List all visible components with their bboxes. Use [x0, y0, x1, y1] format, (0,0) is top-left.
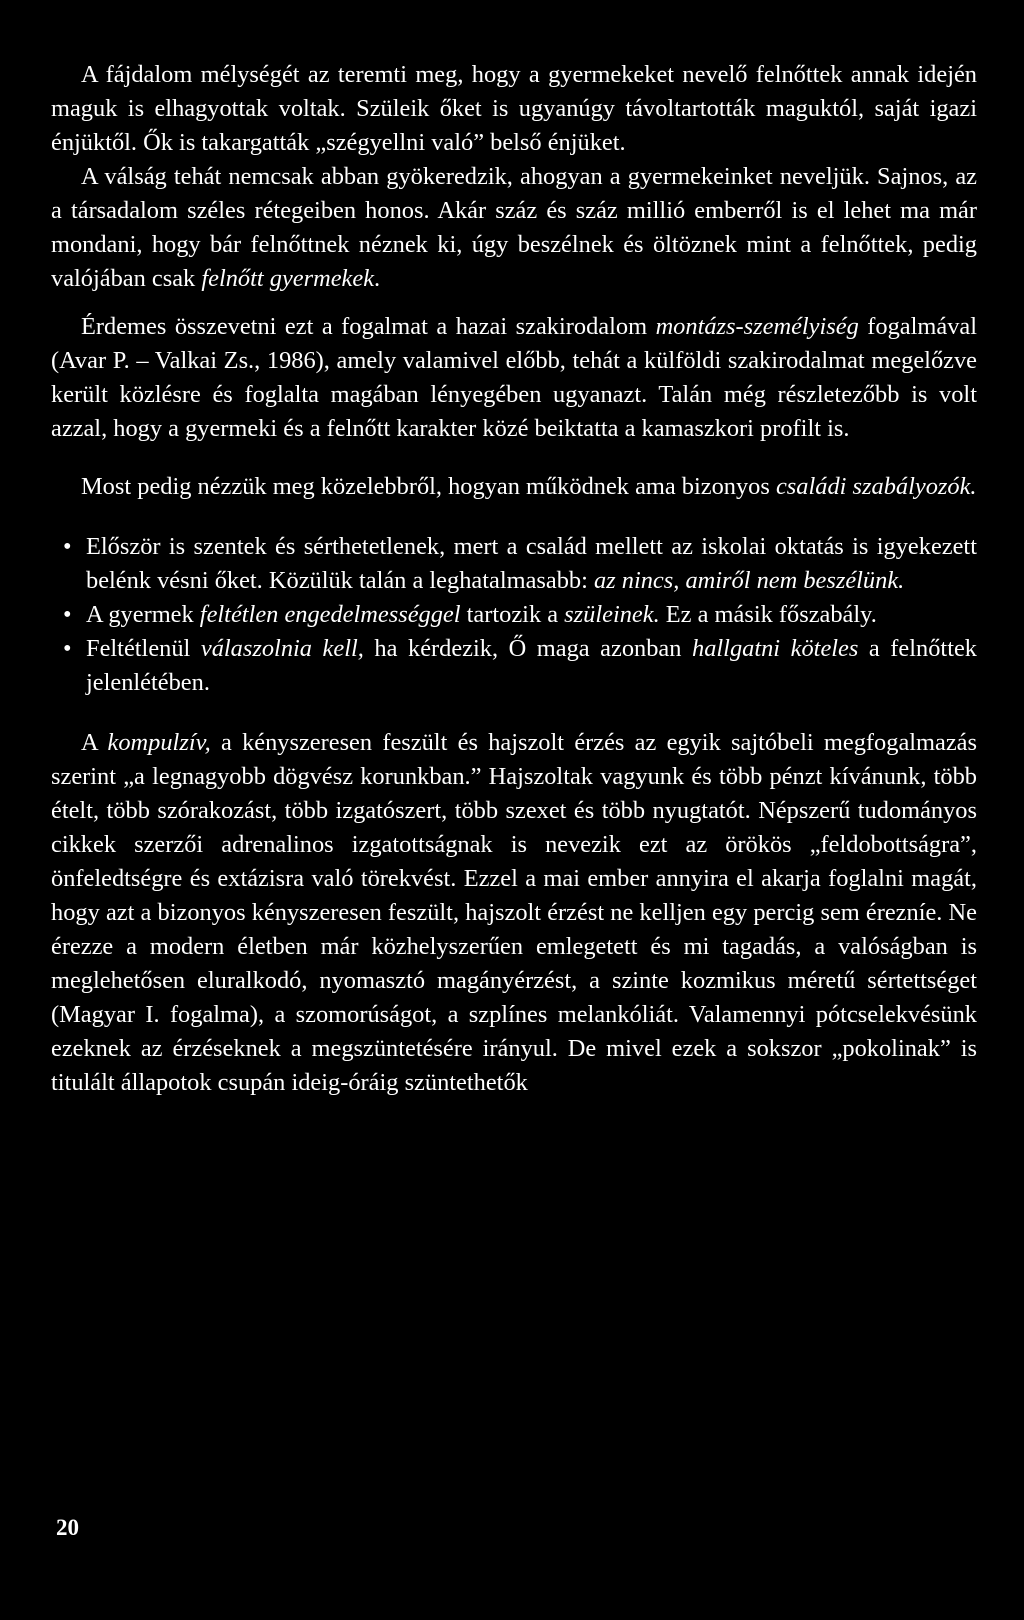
paragraph-2: A válság tehát nemcsak abban gyökeredzik, ahogyan a gyermekeinket neveljük. Sajnos, az a társadalom széles rétegeiben honos. Akár száz és száz millió emberről is el lehet ma már mondani, hogy bár felnőttnek néznek ki, úgy beszélnek és öltöznek mint a felnőttek, pedig valójában csak felnőtt gyermekek. — [51, 163, 977, 292]
rule-item-3: • Feltétlenül válaszolnia kell, ha kérdezik, Ő maga azonban hallgatni köteles a felnőttek jelenlétében. — [86, 632, 977, 700]
paragraph-5: A kompulzív, a kényszeresen feszült és hajszolt érzés az egyik sajtóbeli megfogalmazás szerint „a legnagyobb dögvész korunkban.” Hajszoltak vagyunk és több pénzt kívánunk, több ételt, több szórakozást, több izgatószert, több szexet és több nyugtatót. Népszerű tudományos cikkek szerzői adrenalinos izgatottságnak is nevezik ezt az örökös „feldobottságra”, önfeledtségre és extázisra való törekvést. Ezzel a mai ember annyira el akarja foglalni magát, hogy azt a bizonyos kényszeresen feszült, hajszolt érzést ne kelljen egy percig sem érezníe. Ne érezze a modern életben már közhelyszerűen emlegetett és mi tagadás, a valóságban is meglehetősen eluralkodó, nyomasztó magányérzést, a szinte kozmikus méretű sértettséget (Magyar I. fogalma), a szomorúságot, a szplínes melankóliát. Valamennyi pótcselekvésünk ezeknek az érzéseknek a megszüntetésére irányul. De mivel ezek a sokszor „pokolinak” is titulált állapotok csupán ideig-óráig szüntethetők — [51, 729, 977, 1096]
rule-item-1: • Először is szentek és sérthetetlenek, mert a család mellett az iskolai oktatás is igyekezett belénk vésni őket. Közülük talán a leghatalmasabb: az nincs, amiről nem beszélünk. — [86, 530, 977, 598]
paragraph-3: Érdemes összevetni ezt a fogalmat a hazai szakirodalom montázs-személyiség fogalmával (Avar P. – Valkai Zs., 1986), amely valamivel előbb, tehát a külföldi szakirodalmat megelőzve került közlésre és foglalta magában lényegében ugyanazt. Talán még részletezőbb is volt azzal, hogy a gyermeki és a felnőtt karakter közé beiktatta a kamaszkori profilt is. — [51, 313, 978, 442]
paragraph-4: Most pedig nézzük meg közelebbről, hogyan működnek ama bizonyos családi szabályozók. — [81, 473, 977, 500]
emphasis-text: az nincs, amiről nem beszélünk. — [593, 567, 905, 594]
paragraph-1: A fájdalom mélységét az teremti meg, hogy a gyermekeket nevelő felnőttek annak idején maguk is elhagyottak voltak. Szüleik őket is ugyanúgy távoltartották maguktól, saját igazi énjüktől. Ők is takargatták „szégyellni való” belső énjüket. — [51, 61, 977, 156]
emphasis-text: feltétlen engedelmességgel — [199, 601, 461, 628]
emphasis-text: montázs-személyiség — [655, 313, 859, 340]
emphasis-text: felnőtt gyermekek — [201, 265, 375, 292]
page-number: 20 — [56, 1515, 79, 1540]
emphasis-text: válaszolnia kell, — [200, 635, 364, 662]
rule-item-2: • A gyermek feltétlen engedelmességgel tartozik a szüleinek. Ez a másik főszabály. — [86, 598, 977, 632]
emphasis-text: családi szabályozók. — [775, 473, 977, 500]
page-body — [51, 58, 977, 1100]
emphasis-text: hallgatni köteles — [692, 635, 859, 662]
emphasis-text: szüleinek. — [564, 601, 660, 628]
emphasis-text: kompulzív, — [107, 729, 211, 756]
rules-list — [51, 530, 977, 700]
